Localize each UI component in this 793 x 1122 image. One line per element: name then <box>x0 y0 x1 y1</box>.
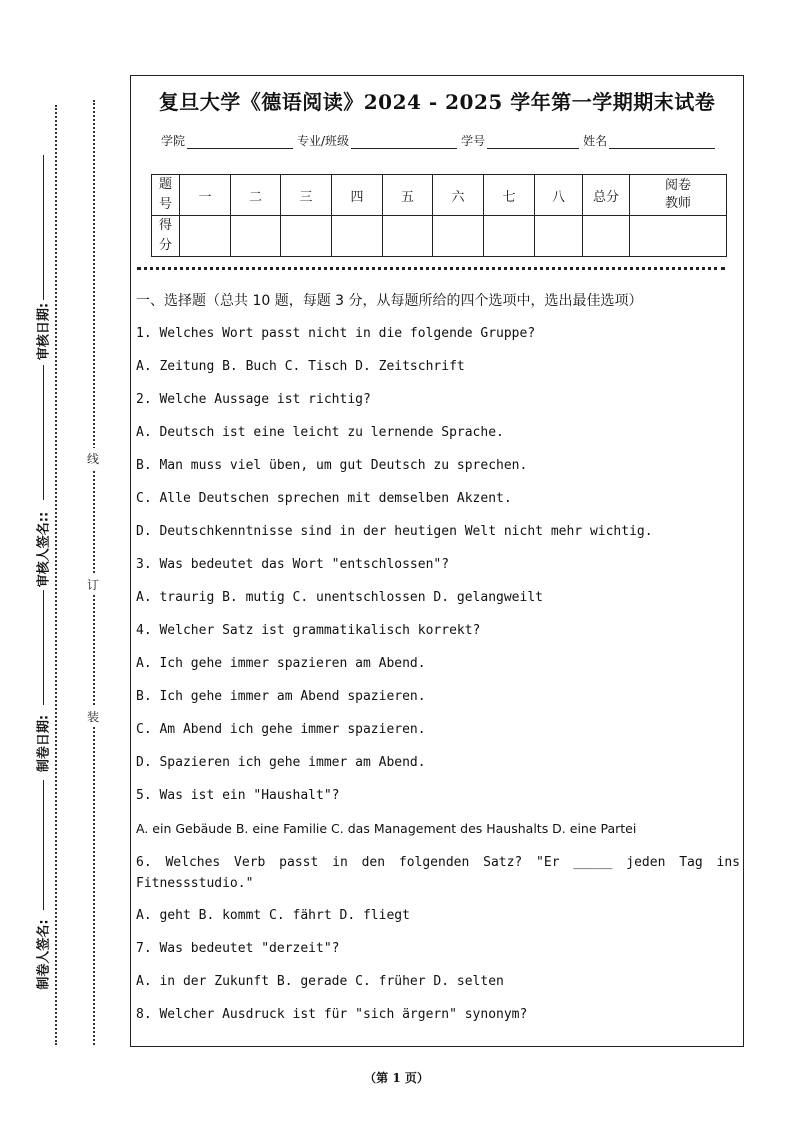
grader-signature-cell[interactable] <box>630 216 727 257</box>
col-7: 七 <box>484 175 535 216</box>
score-cell[interactable] <box>484 216 535 257</box>
questions-area <box>136 290 740 1038</box>
dotted-separator <box>137 267 725 270</box>
exam-frame <box>130 75 744 1047</box>
question-2: 2. Welche Aussage ist richtig? <box>136 392 371 407</box>
col-2: 二 <box>231 175 281 216</box>
question-7: 7. Was bedeutet "derzeit"? <box>136 941 340 956</box>
score-cell[interactable] <box>383 216 433 257</box>
major-class-field[interactable] <box>351 134 457 149</box>
question-4-option-c: C. Am Abend ich gehe immer spazieren. <box>136 722 426 737</box>
exam-title: 复旦大学《德语阅读》2024 - 2025 学年第一学期期末试卷 <box>158 90 716 114</box>
col-6: 六 <box>433 175 484 216</box>
total-label: 总分 <box>583 175 630 216</box>
question-4: 4. Welcher Satz ist grammatikalisch korrekt? <box>136 623 481 638</box>
compile-date-label: 制卷日期: <box>36 714 52 773</box>
score-cell[interactable] <box>535 216 583 257</box>
score-table <box>151 174 727 257</box>
question-6: 6. Welches Verb passt in den folgenden Satz? "Er _____ jeden Tag ins Fitnessstudio." <box>136 855 740 891</box>
question-8: 8. Welcher Ausdruck ist für "sich ärgern" synonym? <box>136 1007 528 1022</box>
question-2-option-b: B. Man muss viel üben, um gut Deutsch zu sprechen. <box>136 458 528 473</box>
question-1: 1. Welches Wort passt nicht in die folgende Gruppe? <box>136 326 536 341</box>
question-6-options: A. geht B. kommt C. fährt D. fliegt <box>136 908 410 923</box>
score-cell[interactable] <box>332 216 383 257</box>
name-label: 姓名 <box>583 134 608 148</box>
score-cell[interactable] <box>281 216 332 257</box>
binding-order-char: 订 <box>87 574 99 595</box>
grader-label: 阅卷 教师 <box>630 175 727 216</box>
binding-dotted-line-inner <box>93 100 95 1045</box>
score-cell[interactable] <box>433 216 484 257</box>
binding-dotted-line-outer <box>55 105 57 1045</box>
signature-line-1 <box>43 155 44 300</box>
score-cell[interactable] <box>231 216 281 257</box>
col-3: 三 <box>281 175 332 216</box>
question-5-options: A. ein Gebäude B. eine Familie C. das Management des Haushalts D. eine Partei <box>136 821 637 836</box>
question-4-option-a: A. Ich gehe immer spazieren am Abend. <box>136 656 426 671</box>
student-id-field[interactable] <box>487 134 579 149</box>
student-id-label: 学号 <box>461 134 486 148</box>
total-score-cell[interactable] <box>583 216 630 257</box>
question-number-label: 题 号 <box>152 175 180 216</box>
question-2-option-a: A. Deutsch ist eine leicht zu lernende Sprache. <box>136 425 504 440</box>
section-heading: 一、选择题（总共 10 题，每题 3 分，从每题所给的四个选项中，选出最佳选项） <box>136 293 643 309</box>
question-2-option-d: D. Deutschkenntnisse sind in der heutigen Welt nicht mehr wichtig. <box>136 524 653 539</box>
question-3: 3. Was bedeutet das Wort "entschlossen"? <box>136 557 450 572</box>
col-4: 四 <box>332 175 383 216</box>
college-field[interactable] <box>187 134 293 149</box>
col-8: 八 <box>535 175 583 216</box>
score-cell[interactable] <box>180 216 231 257</box>
signature-line-3 <box>43 590 44 705</box>
question-3-options: A. traurig B. mutig C. unentschlossen D. gelangweilt <box>136 590 543 605</box>
reviewer-signature-label: 审核人签名:: <box>36 511 52 588</box>
question-4-option-b: B. Ich gehe immer am Abend spazieren. <box>136 689 426 704</box>
question-5: 5. Was ist ein "Haushalt"? <box>136 788 340 803</box>
review-date-label: 审核日期: <box>36 302 52 361</box>
question-2-option-c: C. Alle Deutschen sprechen mit demselben Akzent. <box>136 491 512 506</box>
signature-line-4 <box>43 780 44 910</box>
binding-mount-char: 装 <box>87 706 99 727</box>
student-info-row <box>161 132 719 149</box>
score-table-score-row <box>152 216 727 257</box>
question-1-options: A. Zeitung B. Buch C. Tisch D. Zeitschrift <box>136 359 465 374</box>
question-4-option-d: D. Spazieren ich gehe immer am Abend. <box>136 755 426 770</box>
question-7-options: A. in der Zukunft B. gerade C. früher D. selten <box>136 974 504 989</box>
compiler-signature-label: 制卷人签名: <box>36 919 52 990</box>
col-5: 五 <box>383 175 433 216</box>
score-row-label: 得 分 <box>152 216 180 257</box>
major-class-label: 专业/班级 <box>297 134 350 148</box>
binding-line-char: 线 <box>87 448 99 469</box>
name-field[interactable] <box>609 134 715 149</box>
score-table-header-row <box>152 175 727 216</box>
page-number: （第 1 页） <box>364 1071 429 1085</box>
college-label: 学院 <box>161 134 186 148</box>
col-1: 一 <box>180 175 231 216</box>
signature-line-2 <box>43 365 44 500</box>
